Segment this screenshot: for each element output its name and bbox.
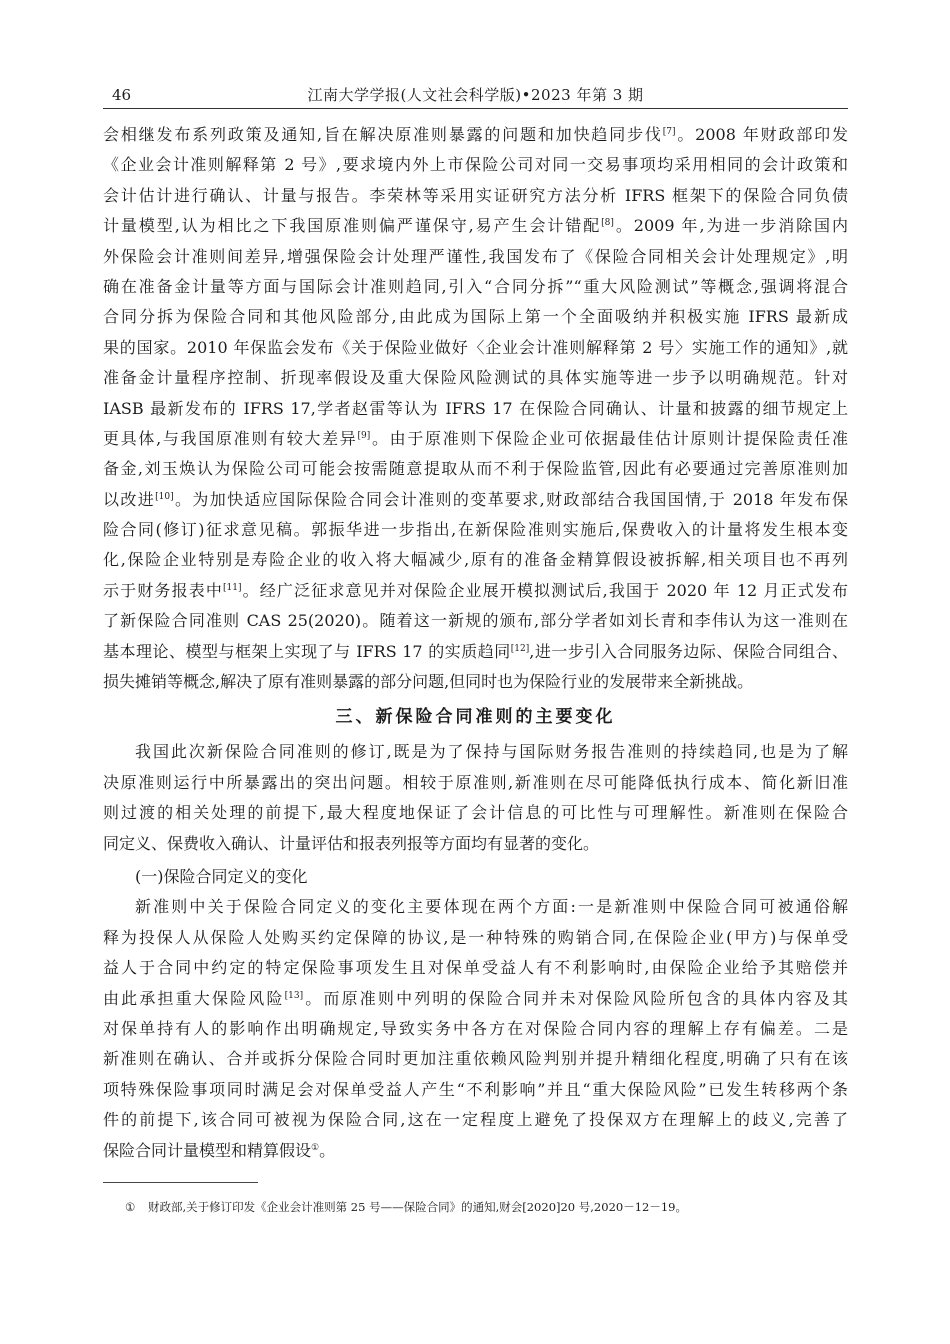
text-run: 三、新保险合同准则的主要变化 — [335, 707, 616, 728]
text-line — [103, 637, 848, 667]
text-line — [103, 272, 848, 302]
text-run: 决原准则运行中所暴露出的突出问题。相较于原准则,新准则在尽可能降低执行成本、简化新旧准 — [103, 772, 848, 792]
subsection-heading — [103, 862, 848, 892]
text-line — [103, 485, 848, 515]
text-run: 由此承担重大保险风险 — [103, 988, 285, 1008]
citation-superscript: [9] — [357, 430, 371, 441]
text-line — [103, 120, 848, 150]
text-line — [103, 1014, 848, 1044]
article-body — [103, 120, 848, 1166]
text-line — [103, 829, 848, 859]
body-paragraph — [103, 892, 848, 1166]
text-run: 项特殊保险事项同时满足会对保单受益人产生“不利影响”并且“重大保险风险”已发生转移两个条 — [103, 1079, 848, 1099]
text-line — [103, 150, 848, 180]
text-run: 保险合同计量模型和精算假设 — [103, 1140, 312, 1160]
footnote-text: 财政部,关于修订印发《企业会计准则第 25 号——保险合同》的通知,财会[2020]20 号,2020－12－19。 — [148, 1200, 687, 1214]
text-run: 《企业会计准则解释第 2 号》,要求境内外上市保险公司对同一交易事项均采用相同的会计政策和 — [103, 155, 848, 175]
footnote-rule — [103, 1182, 258, 1183]
text-run: 备金,刘玉焕认为保险公司可能会按需随意提取从而不利于保险监管,因此有必要通过完善原准则加 — [103, 459, 848, 479]
text-run: 新准则在确认、合并或拆分保险合同时更加注重依赖风险判别并提升精细化程度,明确了只有在该 — [103, 1049, 848, 1069]
text-run: 。2008 年财政部印发 — [675, 125, 848, 144]
text-run: 。2009 年,为进一步消除国内 — [613, 216, 848, 236]
body-paragraph — [103, 737, 848, 859]
text-run: 。而原准则中列明的保险合同并未对保险风险所包含的具体内容及其 — [303, 988, 848, 1008]
text-line — [103, 394, 848, 424]
text-run: 益人于合同中约定的特定保险事项发生且对保单受益人有不利影响时,由保险企业给予其赔偿并 — [103, 958, 848, 978]
text-run: 基本理论、模型与框架上实现了与 IFRS 17 的实质趋同 — [103, 641, 511, 661]
citation-superscript: [11] — [223, 582, 242, 593]
text-run: 则过渡的相关处理的前提下,最大程度地保证了会计信息的可比性与可理解性。新准则在保险合 — [103, 803, 848, 823]
text-run: 。经广泛征求意见并对保险企业展开模拟测试后,我国于 2020 年 12 月正式发布 — [241, 580, 848, 600]
citation-superscript: [13] — [284, 990, 304, 1001]
text-line — [103, 737, 848, 767]
text-run: 会相继发布系列政策及通知,旨在解决原准则暴露的问题和加快趋同步伐 — [103, 125, 663, 144]
text-run: IASB 最新发布的 IFRS 17,学者赵雷等认为 IFRS 17 在保险合同确认、计量和披露的细节规定上 — [103, 398, 848, 418]
text-line — [103, 697, 848, 737]
text-line — [103, 1105, 848, 1135]
text-run: 示于财务报表中 — [103, 580, 223, 600]
text-line — [103, 302, 848, 332]
text-run: 准备金计量程序控制、折现率假设及重大保险风险测试的具体实施等进一步予以明确规范。针对 — [103, 368, 848, 388]
text-line — [103, 211, 848, 241]
citation-superscript: ① — [311, 1142, 320, 1153]
text-line — [103, 798, 848, 828]
text-line — [103, 1075, 848, 1105]
text-line — [103, 923, 848, 953]
text-run: 更具体,与我国原准则有较大差异 — [103, 428, 358, 448]
text-run: 险合同(修订)征求意见稿。郭振华进一步指出,在新保险准则实施后,保费收入的计量将发生根本变 — [103, 520, 848, 540]
text-run: (一)保险合同定义的变化 — [135, 866, 308, 886]
text-line — [103, 862, 848, 892]
text-run: 释为投保人从保险人处购买约定保障的协议,是一种特殊的购销合同,在保险企业(甲方)与保单受 — [103, 927, 848, 947]
text-line — [103, 333, 848, 363]
text-line — [103, 576, 848, 606]
text-line — [103, 768, 848, 798]
text-run: 确在准备金计量等方面与国际会计准则趋同,引入“合同分拆”“重大风险测试”等概念,强调将混合 — [103, 276, 848, 296]
text-line — [103, 606, 848, 636]
text-run: 。 — [319, 1140, 336, 1160]
text-run: 外保险会计准则间差异,增强保险会计处理严谨性,我国发布了《保险合同相关会计处理规定》,明 — [103, 246, 848, 266]
text-run: 我国此次新保险合同准则的修订,既是为了保持与国际财务报告准则的持续趋同,也是为了解 — [135, 742, 848, 762]
text-line — [103, 515, 848, 545]
text-run: 果的国家。2010 年保监会发布《关于保险业做好〈企业会计准则解释第 2 号〉实施工作的通知》,就 — [103, 337, 848, 357]
text-run: 会计估计进行确认、计量与报告。李荣林等采用实证研究方法分析 IFRS 框架下的保险合同负债 — [103, 185, 848, 205]
text-run: 化,保险企业特别是寿险企业的收入将大幅减少,原有的准备金精算假设被拆解,相关项目也不再列 — [103, 550, 848, 570]
citation-superscript: [8] — [601, 218, 614, 229]
text-line — [103, 242, 848, 272]
section-heading — [103, 697, 848, 737]
citation-superscript: [7] — [662, 127, 676, 137]
text-line — [103, 1044, 848, 1074]
text-run: 新准则中关于保险合同定义的变化主要体现在两个方面:一是新准则中保险合同可被通俗解 — [135, 897, 848, 917]
text-run: 合同分拆为保险合同和其他风险部分,由此成为国际上第一个全面吸纳并积极实施 IFRS 最新成 — [103, 307, 848, 327]
text-run: 损失摊销等概念,解决了原有准则暴露的部分问题,但同时也为保险行业的发展带来全新挑战。 — [103, 672, 754, 692]
citation-superscript: [12] — [510, 643, 530, 654]
text-line — [103, 984, 848, 1014]
text-run: 同定义、保费收入确认、计量评估和报表列报等方面均有显著的变化。 — [103, 833, 600, 853]
text-line — [103, 953, 848, 983]
text-line — [103, 1136, 848, 1166]
header-rule — [103, 108, 848, 109]
text-line — [103, 667, 848, 697]
text-line — [103, 424, 848, 454]
body-paragraph-continued — [103, 120, 848, 697]
text-run: ,进一步引入合同服务边际、保险合同组合、 — [529, 641, 848, 661]
text-line — [103, 892, 848, 922]
text-line — [103, 181, 848, 211]
text-line — [103, 545, 848, 575]
text-run: 了新保险合同准则 CAS 25(2020)。随着这一新规的颁布,部分学者如刘长青和李伟认为这一准则在 — [103, 611, 848, 631]
text-run: 。由于原准则下保险企业可依据最佳估计原则计提保险责任准 — [370, 428, 848, 448]
running-header: 江南大学学报(人文社会科学版)•2023 年第 3 期 — [307, 86, 644, 104]
page-number: 46 — [112, 86, 132, 104]
citation-superscript: [10] — [155, 491, 174, 502]
text-run: 计量模型,认为相比之下我国原准则偏严谨保守,易产生会计错配 — [103, 216, 602, 236]
text-run: 对保单持有人的影响作出明确规定,导致实务中各方在对保险合同内容的理解上存有偏差。二是 — [103, 1018, 848, 1038]
text-line — [103, 454, 848, 484]
text-run: 以改进 — [103, 489, 156, 509]
text-run: 。为加快适应国际保险合同会计准则的变革要求,财政部结合我国国情,于 2018 年发布保 — [173, 489, 848, 509]
text-run: 件的前提下,该合同可被视为保险合同,这在一定程度上避免了投保双方在理解上的歧义,完善了 — [103, 1110, 848, 1130]
footnote — [125, 1198, 845, 1216]
footnote-marker: ① — [125, 1200, 136, 1214]
text-line — [103, 363, 848, 393]
